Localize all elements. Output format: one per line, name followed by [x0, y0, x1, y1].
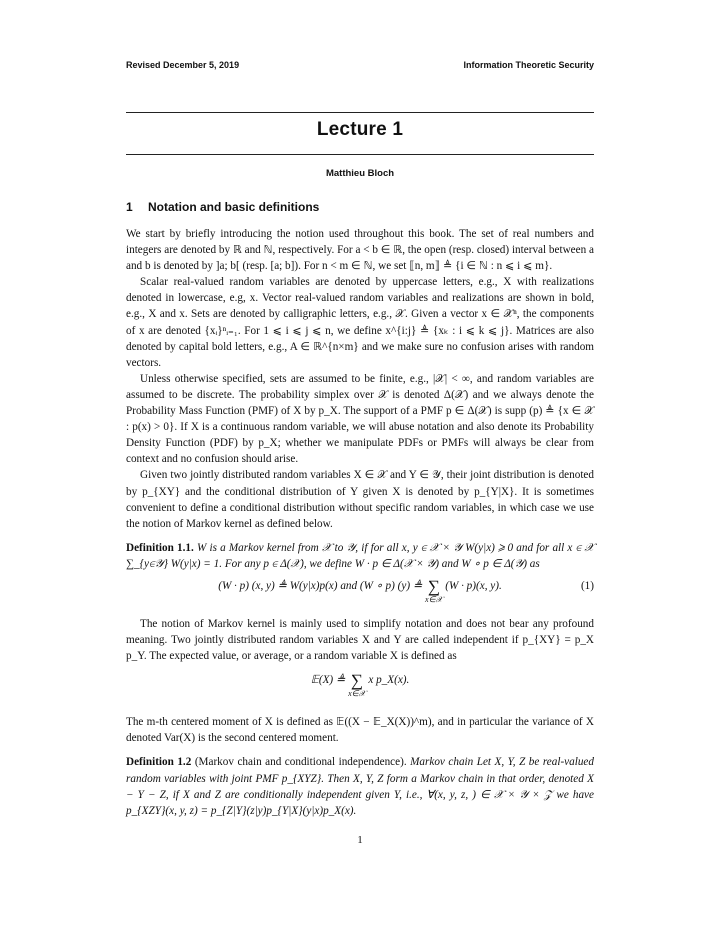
- summation-symbol-2: ∑: [350, 671, 363, 691]
- lecture-title: Lecture 1: [316, 119, 404, 140]
- page-number: 1: [357, 834, 363, 846]
- section-heading: [126, 200, 594, 214]
- paragraph-finite-sets: Unless otherwise specified, sets are assumed to be finite, e.g., |𝒳| < ∞, and random variables are assumed to be discrete. The probability simplex over 𝒳 is denoted Δ(𝒳) and we always denote the Probability Mass Function (PMF) of X by p_X. The support of a PMF p ∈ Δ(𝒳) is supp (p) ≜ {x ∈ 𝒳 : p(x) > 0}. If X is a continuous random variable, we will abuse notation and also denote its Probability Density Function (PDF) by p_X; whether we manipulate PDFs or PMFs will always be clear from context and no confusion should arise.: [126, 372, 594, 466]
- equation-2-summation: [348, 672, 365, 698]
- title-rule-top: [126, 112, 594, 113]
- summation-symbol: ∑: [427, 576, 440, 596]
- equation-1-right-prefix: (W ∘ p) (y) ≜: [359, 579, 423, 592]
- equation-1-left: (W · p) (x, y) ≜ W(y|x)p(x): [218, 579, 338, 592]
- title-rule-bottom: [126, 154, 594, 155]
- equation-1: [126, 578, 594, 608]
- definition-1-text: W is a Markov kernel from 𝒳 to 𝒴, if for all x, y ∈ 𝒳 × 𝒴 W(y|x) ⩾ 0 and for all x ∈ 𝒳 ∑_{y∈𝒴} W(y|x) = 1. For any p ∈ Δ(𝒳), we define W · p ∈ Δ(𝒳 × 𝒴) and W ∘ p ∈ Δ(𝒴) as: [126, 541, 595, 570]
- author-name: Matthieu Bloch: [325, 168, 395, 179]
- paragraph-moments: The m-th centered moment of X is defined as 𝔼((X − 𝔼_X(X))^m), and in particular the variance of X denoted Var(X) is the second centered moment.: [126, 716, 594, 745]
- equation-1-right-suffix: (W · p)(x, y).: [445, 579, 502, 592]
- equation-2-right: x p_X(x).: [368, 674, 410, 687]
- paragraph-independence: The notion of Markov kernel is mainly used to simplify notation and does not bear any profound meaning. Two jointly distributed random variables X and Y are called independent if p_{XY} = p_X p_Y. The expected value, or average, or a random variable X is defined as: [126, 617, 594, 663]
- paragraph-joint-distribution: Given two jointly distributed random variables X ∈ 𝒳 and Y ∈ 𝒴, their joint distribution is denoted by p_{XY} and the conditional distribution of Y given X is denoted by p_{Y|X}. It is sometimes convenient to define a conditional distribution without specific random variables, in which case we use the notion of Markov kernel as defined below.: [126, 469, 594, 530]
- equation-expectation: [126, 672, 594, 706]
- equation-2-sum-index: x∈𝒳: [348, 689, 366, 699]
- definition-markov-chain: [126, 754, 594, 818]
- definition-1-label: Definition 1.1.: [126, 541, 194, 554]
- header-revision-date: Revised December 5, 2019: [126, 60, 240, 70]
- definition-2-text: Markov chain Let X, Y, Z be real-valued random variables with joint PMF p_{XYZ}. Then X, Y, Z form a Markov chain in that order, denoted X − Y − Z, if X and Z are conditionally independent given Y, i.e., ∀(x, y, z, ) ∈ 𝒳 × 𝒴 × 𝒵 we have p_{XZY}(x, y, z) = p_{Z|Y}(z|y)p_{Y|X}(y|x)p_X(x).: [126, 756, 594, 817]
- equation-1-number: (1): [580, 579, 594, 592]
- equation-2-left: 𝔼(X) ≜: [310, 674, 346, 687]
- section-body: [126, 226, 594, 819]
- definition-2-title: (Markov chain and conditional independence).: [194, 756, 407, 769]
- definition-markov-kernel: [126, 540, 594, 572]
- section-number: 1: [126, 200, 133, 214]
- equation-1-sum-index: x∈𝒳: [425, 594, 443, 604]
- equation-1-summation: [425, 578, 442, 604]
- header-course-title: Information Theoretic Security: [463, 60, 594, 70]
- running-header: [126, 60, 594, 74]
- equation-1-and: and: [340, 579, 358, 592]
- section-title: Notation and basic definitions: [148, 200, 320, 214]
- definition-2-label: Definition 1.2: [126, 756, 192, 769]
- paragraph-random-variables: Scalar real-valued random variables are denoted by uppercase letters, e.g., X with realizations denoted in lowercase, e.g, x. Vector real-valued random variables and realizations are shown in bold, e.g., X and x. Sets are denoted by calligraphic letters, e.g., 𝒳. Given a vector x ∈ 𝒳ⁿ, the components of x are denoted {xᵢ}ⁿᵢ₌₁. For 1 ⩽ i ⩽ j ⩽ n, we define x^{i:j} ≜ {xₖ : i ⩽ k ⩽ j}. Matrices are also denoted by capital bold letters, e.g., A ∈ ℝ^{n×m} and we make sure no confusion arises with random vectors.: [126, 276, 594, 369]
- paragraph-notation: We start by briefly introducing the notion used throughout this book. The set of real numbers and integers are denoted by ℝ and ℕ, respectively. For a < b ∈ ℝ, the open (resp. closed) interval between a and b is denoted by ]a; b[ (resp. [a; b]). For n < m ∈ ℕ, we set ⟦n, m⟧ ≜ {i ∈ ℕ : n ⩽ i ⩽ m}.: [126, 228, 594, 273]
